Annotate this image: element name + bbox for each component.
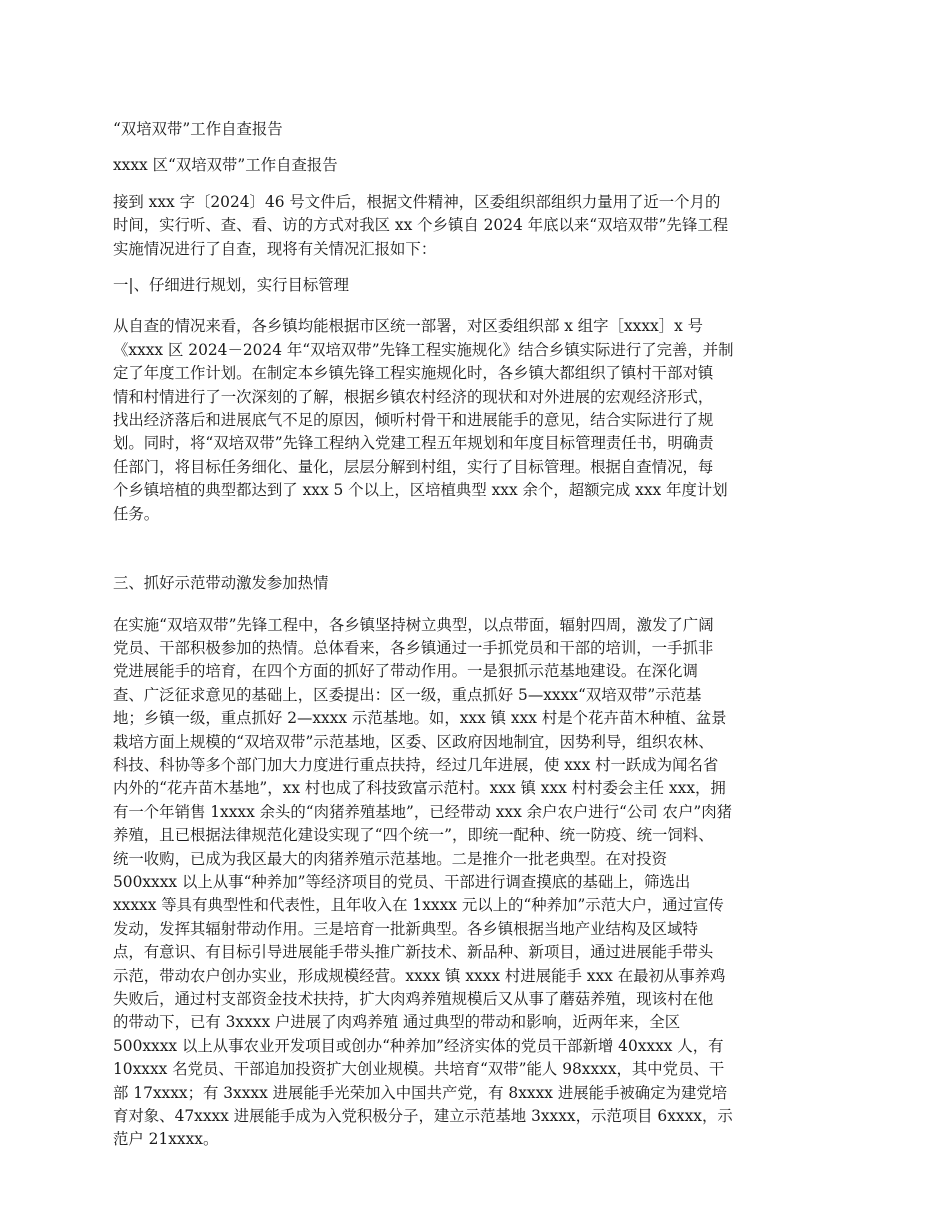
document-page xyxy=(113,118,835,1152)
section-3-body: 在实施“双培双带”先锋工程中，各乡镇坚持树立典型，以点带面，辐射四周，激发了广阔 党员、干部积极参加的热情。总体看来，各乡镇通过一手抓党员和干部的培训，一手抓非 党进展能手的培育，在四个方面的抓好了带动作用。一是狠抓示范基地建设。在深化调 查、广泛征求意见的基础上，区委提出：区一级，重点抓好 5—xxxx“双培双带”示范基 地；乡镇一级，重点抓好 2—xxxx 示范基地。如，xxx 镇 xxx 村是个花卉苗木种植、盆景 栽培方面上规模的“双培双带”示范基地，区委、区政府因地制宜，因势利导，组织农林、 科技、科协等多个部门加大力度进行重点扶持，经过几年进展，使 xxx 村一跃成为闻名省 内外的“花卉苗木基地”，xx 村也成了科技致富示范村。xxx 镇 xxx 村村委会主任 xxx，拥 有一个年销售 1xxxx 余头的“肉猪养殖基地”，已经带动 xxx 余户农户进行“公司 农户”肉猪 养殖，且已根据法律规范化建设实现了“四个统一”，即统一配种、统一防疫、统一饲料、 统一收购，已成为我区最大的肉猪养殖示范基地。二是推介一批老典型。在对投资 500xxxx 以上从事“种养加”等经济项目的党员、干部进行调查摸底的基础上，筛选出 xxxxx 等具有典型性和代表性，且年收入在 1xxxx 元以上的“种养加”示范大户，通过宣传 发动，发挥其辐射带动作用。三是培育一批新典型。各乡镇根据当地产业结构及区域特 点，有意识、有目标引导进展能手带头推广新技术、新品种、新项目，通过进展能手带头 示范，带动农户创办实业，形成规模经营。xxxx 镇 xxxx 村进展能手 xxx 在最初从事养鸡 失败后，通过村支部资金技术扶持，扩大肉鸡养殖规模后又从事了蘑菇养殖，现该村在他 的带动下，已有 3xxxx 户进展了肉鸡养殖 通过典型的带动和影响，近两年来，全区 500xxxx 以上从事农业开发项目或创办“种养加”经济实体的党员干部新增 40xxxx 人，有 10xxxx 名党员、干部追加投资扩大创业规模。共培育“双带”能人 98xxxx，其中党员、干 部 17xxxx；有 3xxxx 进展能手光荣加入中国共产党，有 8xxxx 进展能手被确定为建党培 育对象、47xxxx 进展能手成为入党积极分子，建立示范基地 3xxxx，示范项目 6xxxx，示 范户 21xxxx。 xyxy=(113,615,733,1149)
section-1-body: 从自查的情况来看，各乡镇均能根据市区统一部署，对区委组织部 x 组字［xxxx］x 号 《xxxx 区 2024－2024 年“双培双带”先锋工程实施规化》结合乡镇实际进行了完善，并制 定了年度工作计划。在制定本乡镇先锋工程实施规化时，各乡镇大都组织了镇村干部对镇 情和村情进行了一次深刻的了解，根据乡镇农村经济的现状和对外进展的宏观经济形式， 找出经济落后和进展底气不足的原因，倾听村骨干和进展能手的意见，结合实际进行了规 划。同时，将“双培双带”先锋工程纳入党建工程五年规划和年度目标管理责任书，明确责 任部门，将目标任务细化、量化，层层分解到村组，实行了目标管理。根据自查情况，每 个乡镇培植的典型都达到了 xxx 5 个以上，区培植典型 xxx 余个，超额完成 xxx 年度计划 任务。 xyxy=(113,317,734,523)
section-1-heading: 一|、仔细进行规划，实行目标管理 xyxy=(113,276,350,295)
document-subtitle: xxxx 区“双培双带”工作自查报告 xyxy=(113,156,338,175)
intro-paragraph: 接到 xxx 字〔2024〕46 号文件后，根据文件精神，区委组织部组织力量用了近一个月的 时间，实行听、查、看、访的方式对我区 xx 个乡镇自 2024 年底以来“双培双带”先锋工程 实施情况进行了自查，现将有关情况汇报如下： xyxy=(113,192,729,258)
blank-spacer xyxy=(113,526,835,572)
section-3-heading: 三、抓好示范带动激发参加热情 xyxy=(113,574,329,593)
document-title: “双培双带”工作自查报告 xyxy=(113,120,283,138)
